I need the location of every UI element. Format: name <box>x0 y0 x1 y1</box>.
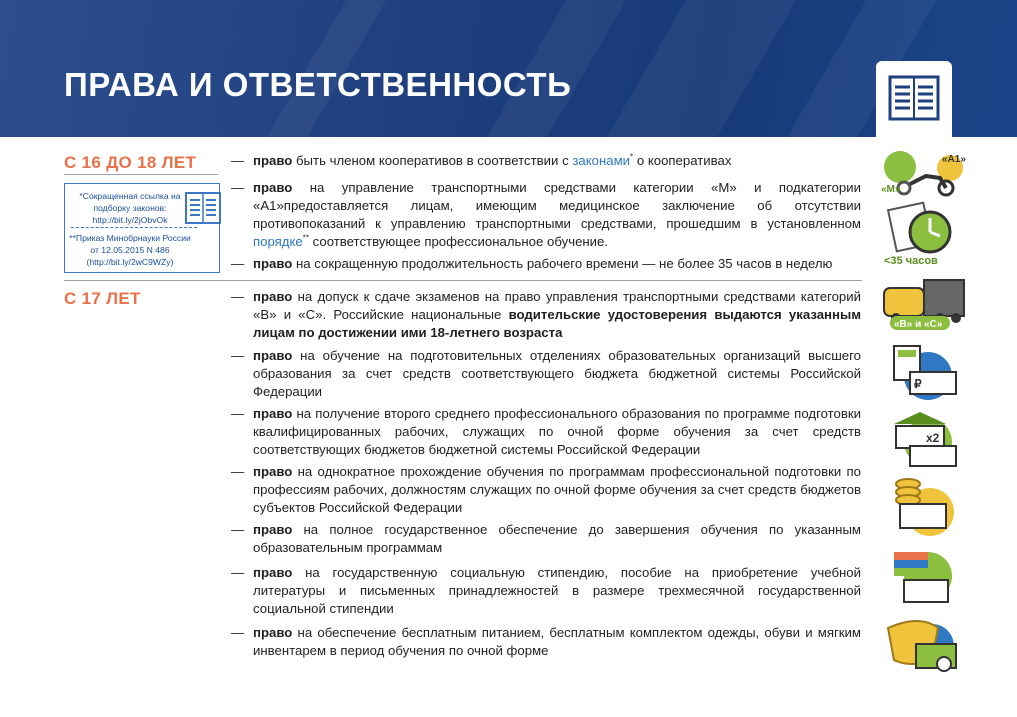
item-keyword: право <box>253 625 293 640</box>
note-separator <box>71 227 197 228</box>
short-link-note <box>65 190 195 226</box>
hours-label: <35 часов <box>884 255 938 267</box>
item-text: на обеспечение бесплатным питанием, бесплатным комплектом одежды, обуви и мягким инвентарем в период обучения по очной форме <box>253 625 861 658</box>
order-link[interactable]: порядке <box>253 234 303 249</box>
moto-label-m: «М» <box>881 184 901 195</box>
item-text: на однократное прохождение обучения по программам профессиональной подготовки по профессиям рабочих, должностям служащих по очной форме обучения за счет средств бюджетов субъектов Российской Федерации <box>253 464 861 515</box>
dash: — <box>231 625 245 640</box>
short-link-url[interactable]: http://bit.ly/2jObvOk <box>92 215 168 225</box>
footnote-mark: ** <box>302 233 309 243</box>
book-tab <box>876 61 952 137</box>
right-item-10 <box>231 624 861 660</box>
item-keyword: право <box>253 180 293 195</box>
moto-label-a1: «А1» <box>942 154 966 165</box>
item-text: на допуск к сдаче экзаменов на право управления транспортными средствами категорий «B» и «C». Российские национальные <box>253 289 861 322</box>
dash: — <box>231 153 245 168</box>
item-keyword: право <box>253 565 293 580</box>
item-text: на полное государственное обеспечение до завершения обучения по указанным образовательным программам <box>253 522 861 555</box>
right-item-8 <box>231 521 861 557</box>
item-keyword: право <box>253 289 293 304</box>
right-item-7 <box>231 463 861 517</box>
right-item-9 <box>231 564 861 618</box>
item-text: на получение второго среднего профессионального образования по программе подготовки квалифицированных рабочих, служащих по очной форме обучения за счет средств соответствующих бюджетов бюджетной системы Российской Федерации <box>253 406 861 457</box>
book-icon <box>888 75 940 121</box>
right-item-2 <box>231 179 861 251</box>
item-keyword: право <box>253 464 293 479</box>
right-item-6 <box>231 405 861 459</box>
item-keyword: право <box>253 256 293 271</box>
age-heading-17: С 17 ЛЕТ <box>64 289 141 308</box>
coins-icon <box>896 479 954 536</box>
item-text: на управление транспортными средствами категории «М» и подкатегории «А1»предоставляется лицам, имеющим медицинское заключение об отсутствии противопоказаний к управлению транспортными средствами, прошедшим в установленном <box>253 180 861 231</box>
divider <box>64 174 218 175</box>
item-text: быть членом кооперативов в соответствии с <box>292 153 573 168</box>
order-label: **Приказ Минобрнауки России от 12.05.2015 N 486 <box>69 233 191 255</box>
short-link-label: *Сокращенная ссылка на подборку законов: <box>79 191 181 213</box>
ruble-sign: ₽ <box>914 377 922 391</box>
section-divider <box>64 280 862 281</box>
right-item-4 <box>231 288 861 342</box>
dash: — <box>231 522 245 537</box>
item-text: на обучение на подготовительных отделениях образовательных организаций высшего образования за счет средств соответствующего бюджета бюджетной системы Российской Федерации <box>253 348 861 399</box>
order-note <box>65 232 195 268</box>
calculator-icon <box>894 346 956 400</box>
item-keyword: право <box>253 348 293 363</box>
right-item-1 <box>231 152 861 170</box>
bc-label: «B» и «C» <box>894 319 943 330</box>
item-text: соответствующее профессиональное обучение. <box>308 234 609 249</box>
order-url[interactable]: (http://bit.ly/2wC9WZy) <box>86 257 174 267</box>
item-text: на государственную социальную стипендию, пособие на приобретение учебной литературы и письменных принадлежностей в размере трехмесячной государственной социальной стипендии <box>253 565 861 616</box>
right-item-5 <box>231 347 861 401</box>
motorcycle-icon <box>881 151 966 195</box>
laws-link[interactable]: законами <box>572 153 631 168</box>
dash: — <box>231 565 245 580</box>
dash: — <box>231 289 245 304</box>
item-text: о кооперативах <box>633 153 732 168</box>
item-keyword: право <box>253 406 293 421</box>
icons-column <box>880 140 970 700</box>
dash: — <box>231 348 245 363</box>
dash: — <box>231 406 245 421</box>
document-icon <box>183 190 223 226</box>
books-icon <box>894 552 952 602</box>
age-heading-16-18: С 16 ДО 18 ЛЕТ <box>64 153 197 172</box>
dash: — <box>231 180 245 195</box>
university-icon <box>894 412 956 466</box>
item-keyword: право <box>253 522 293 537</box>
dash: — <box>231 464 245 479</box>
right-item-3 <box>231 255 861 273</box>
item-emphasis: водительские удостоверения выдаются указанным лицам по достижении ими 18-летнего возраста <box>253 307 861 340</box>
food-icon <box>888 621 956 671</box>
x2-label: х2 <box>926 431 940 445</box>
page-title: ПРАВА И ОТВЕТСТВЕННОСТЬ <box>64 66 572 103</box>
footnote-mark: * <box>630 152 634 162</box>
truck-icon <box>884 280 964 330</box>
clock-icon <box>884 203 950 267</box>
dash: — <box>231 256 245 271</box>
item-text: на сокращенную продолжительность рабочего времени — не более 35 часов в неделю <box>292 256 833 271</box>
item-keyword: право <box>253 153 293 168</box>
footnote-box <box>64 183 220 273</box>
